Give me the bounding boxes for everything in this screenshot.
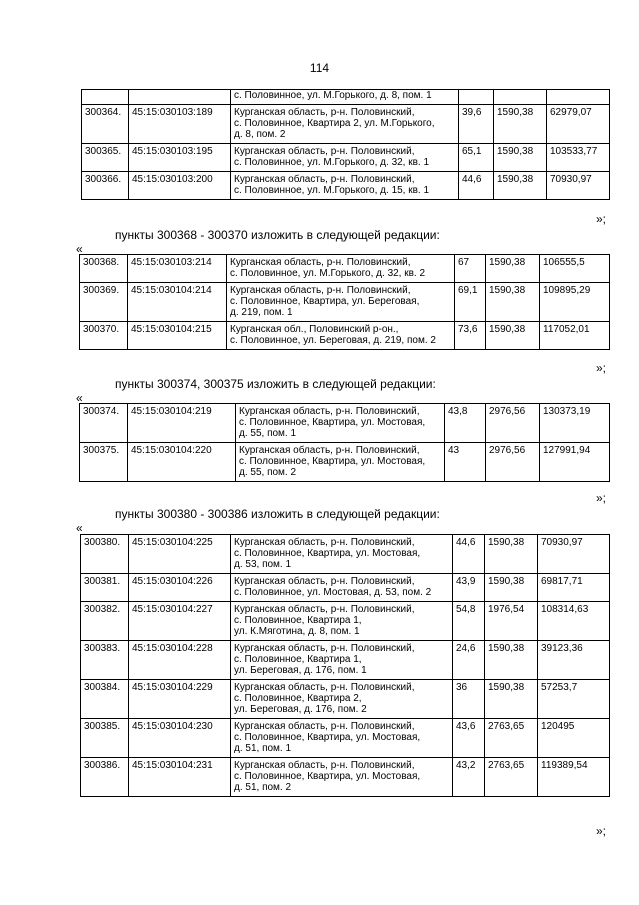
- rate-cell: 1590,38: [485, 574, 538, 602]
- closing-quote: »;: [595, 491, 606, 505]
- rate-cell: 1590,38: [485, 535, 538, 574]
- cadastral-number-cell: 45:15:030104:215: [128, 322, 227, 350]
- rate-cell: 1590,38: [485, 641, 538, 680]
- cadastral-value-cell: 106555,5: [540, 255, 610, 283]
- area-cell: 43,6: [453, 719, 485, 758]
- area-cell: 43: [445, 443, 486, 482]
- cadastral-number-cell: 45:15:030104:228: [129, 641, 231, 680]
- cadastral-number-cell: 45:15:030104:225: [129, 535, 231, 574]
- registry-table-top: [81, 89, 610, 200]
- address-cell: Курганская область, р-н. Половинский, с. Половинное, ул. М.Горького, д. 15, кв. 1: [231, 172, 459, 200]
- table-row: [81, 641, 610, 680]
- rate-cell: 1590,38: [486, 283, 540, 322]
- address-cell: Курганская область, р-н. Половинский, с. Половинное, Квартира 1, ул. К.Мяготина, д. 8, пом. 1: [231, 602, 453, 641]
- row-number-cell: 300385.: [81, 719, 129, 758]
- row-number-cell: 300386.: [81, 758, 129, 797]
- rate-cell: 2763,65: [485, 719, 538, 758]
- rate-cell: 1590,38: [494, 144, 547, 172]
- address-cell: Курганская область, р-н. Половинский, с. Половинное, Квартира 2, ул. М.Горького, д. 8, пом. 2: [231, 105, 459, 144]
- table-row: [80, 404, 610, 443]
- table-row: [82, 90, 610, 105]
- registry-table-section-2: [79, 403, 610, 482]
- cadastral-number-cell: [129, 90, 231, 105]
- cadastral-number-cell: 45:15:030104:219: [128, 404, 236, 443]
- cadastral-number-cell: 45:15:030103:189: [129, 105, 231, 144]
- cadastral-value-cell: 117052,01: [540, 322, 610, 350]
- cadastral-value-cell: 69817,71: [538, 574, 610, 602]
- area-cell: 54,8: [453, 602, 485, 641]
- rate-cell: 1590,38: [494, 105, 547, 144]
- area-cell: 43,2: [453, 758, 485, 797]
- cadastral-value-cell: 127991,94: [540, 443, 610, 482]
- cadastral-value-cell: 57253,7: [538, 680, 610, 719]
- address-cell: Курганская область, р-н. Половинский, с. Половинное, Квартира, ул. Береговая, д. 219, пом. 1: [227, 283, 455, 322]
- table-row: [81, 602, 610, 641]
- area-cell: 44,6: [453, 535, 485, 574]
- row-number-cell: 300369.: [80, 283, 128, 322]
- address-cell: Курганская область, р-н. Половинский, с. Половинное, Квартира, ул. Мостовая, д. 55, пом. 1: [236, 404, 445, 443]
- table-row: [81, 758, 610, 797]
- area-cell: 44,6: [459, 172, 494, 200]
- row-number-cell: 300381.: [81, 574, 129, 602]
- table-row: [81, 574, 610, 602]
- address-cell: Курганская область, р-н. Половинский, с. Половинное, Квартира 1, ул. Береговая, д. 176, пом. 1: [231, 641, 453, 680]
- address-cell: Курганская область, р-н. Половинский, с. Половинное, Квартира, ул. Мостовая, д. 51, пом. 1: [231, 719, 453, 758]
- closing-quote: »;: [595, 212, 606, 226]
- cadastral-value-cell: 103533,77: [547, 144, 610, 172]
- rate-cell: 1976,54: [485, 602, 538, 641]
- rate-cell: 2976,56: [486, 404, 540, 443]
- address-cell: Курганская область, р-н. Половинский, с. Половинное, Квартира, ул. Мостовая, д. 55, пом. 2: [236, 443, 445, 482]
- cadastral-number-cell: 45:15:030104:220: [128, 443, 236, 482]
- area-cell: 43,9: [453, 574, 485, 602]
- opening-quote: «: [76, 242, 83, 256]
- rate-cell: 1590,38: [486, 322, 540, 350]
- cadastral-value-cell: 39123,36: [538, 641, 610, 680]
- row-number-cell: [82, 90, 129, 105]
- row-number-cell: 300368.: [80, 255, 128, 283]
- cadastral-value-cell: 70930,97: [538, 535, 610, 574]
- address-cell: Курганская область, р-н. Половинский, с. Половинное, Квартира 2, ул. Береговая, д. 176, пом. 2: [231, 680, 453, 719]
- table-row: [82, 172, 610, 200]
- section-intro: пункты 300374, 300375 изложить в следующей редакции:: [115, 377, 436, 391]
- area-cell: [459, 90, 494, 105]
- table-row: [81, 719, 610, 758]
- section-intro: пункты 300368 - 300370 изложить в следующей редакции:: [115, 228, 440, 242]
- cadastral-value-cell: 119389,54: [538, 758, 610, 797]
- cadastral-number-cell: 45:15:030103:195: [129, 144, 231, 172]
- area-cell: 36: [453, 680, 485, 719]
- address-cell: Курганская область, р-н. Половинский, с. Половинное, ул. М.Горького, д. 32, кв. 2: [227, 255, 455, 283]
- cadastral-number-cell: 45:15:030104:229: [129, 680, 231, 719]
- area-cell: 69,1: [455, 283, 486, 322]
- row-number-cell: 300380.: [81, 535, 129, 574]
- table-row: [80, 255, 610, 283]
- area-cell: 67: [455, 255, 486, 283]
- cadastral-value-cell: 120495: [538, 719, 610, 758]
- table-row: [80, 322, 610, 350]
- row-number-cell: 300383.: [81, 641, 129, 680]
- cadastral-number-cell: 45:15:030103:214: [128, 255, 227, 283]
- row-number-cell: 300365.: [82, 144, 129, 172]
- page-number: 114: [309, 61, 330, 75]
- address-cell: Курганская область, р-н. Половинский, с. Половинное, Квартира, ул. Мостовая, д. 51, пом. 2: [231, 758, 453, 797]
- rate-cell: [494, 90, 547, 105]
- row-number-cell: 300374.: [80, 404, 128, 443]
- area-cell: 65,1: [459, 144, 494, 172]
- row-number-cell: 300370.: [80, 322, 128, 350]
- registry-table-section-1: [79, 254, 610, 350]
- table-row: [82, 105, 610, 144]
- cadastral-value-cell: 108314,63: [538, 602, 610, 641]
- registry-table-section-3: [80, 534, 610, 797]
- rate-cell: 1590,38: [494, 172, 547, 200]
- cadastral-value-cell: 130373,19: [540, 404, 610, 443]
- address-cell: Курганская область, р-н. Половинский, с. Половинное, ул. М.Горького, д. 32, кв. 1: [231, 144, 459, 172]
- area-cell: 73,6: [455, 322, 486, 350]
- cadastral-number-cell: 45:15:030104:227: [129, 602, 231, 641]
- cadastral-value-cell: 62979,07: [547, 105, 610, 144]
- closing-quote: »;: [595, 824, 606, 838]
- area-cell: 24,6: [453, 641, 485, 680]
- row-number-cell: 300382.: [81, 602, 129, 641]
- row-number-cell: 300364.: [82, 105, 129, 144]
- cadastral-number-cell: 45:15:030103:200: [129, 172, 231, 200]
- closing-quote: »;: [595, 361, 606, 375]
- row-number-cell: 300366.: [82, 172, 129, 200]
- cadastral-value-cell: [547, 90, 610, 105]
- table-row: [80, 283, 610, 322]
- address-cell: с. Половинное, ул. М.Горького, д. 8, пом. 1: [231, 90, 459, 105]
- table-row: [81, 535, 610, 574]
- table-row: [82, 144, 610, 172]
- cadastral-number-cell: 45:15:030104:231: [129, 758, 231, 797]
- rate-cell: 2976,56: [486, 443, 540, 482]
- table-row: [81, 680, 610, 719]
- section-intro: пункты 300380 - 300386 изложить в следующей редакции:: [115, 507, 440, 521]
- rate-cell: 2763,65: [485, 758, 538, 797]
- opening-quote: «: [76, 521, 83, 535]
- row-number-cell: 300384.: [81, 680, 129, 719]
- rate-cell: 1590,38: [485, 680, 538, 719]
- table-row: [80, 443, 610, 482]
- address-cell: Курганская область, р-н. Половинский, с. Половинное, Квартира, ул. Мостовая, д. 53, пом. 1: [231, 535, 453, 574]
- opening-quote: «: [76, 391, 83, 405]
- address-cell: Курганская область, р-н. Половинский, с. Половинное, ул. Мостовая, д. 53, пом. 2: [231, 574, 453, 602]
- cadastral-number-cell: 45:15:030104:226: [129, 574, 231, 602]
- cadastral-value-cell: 70930,97: [547, 172, 610, 200]
- address-cell: Курганская обл., Половинский р-он., с. Половинное, ул. Береговая, д. 219, пом. 2: [227, 322, 455, 350]
- cadastral-number-cell: 45:15:030104:214: [128, 283, 227, 322]
- row-number-cell: 300375.: [80, 443, 128, 482]
- rate-cell: 1590,38: [486, 255, 540, 283]
- area-cell: 43,8: [445, 404, 486, 443]
- cadastral-number-cell: 45:15:030104:230: [129, 719, 231, 758]
- cadastral-value-cell: 109895,29: [540, 283, 610, 322]
- area-cell: 39,6: [459, 105, 494, 144]
